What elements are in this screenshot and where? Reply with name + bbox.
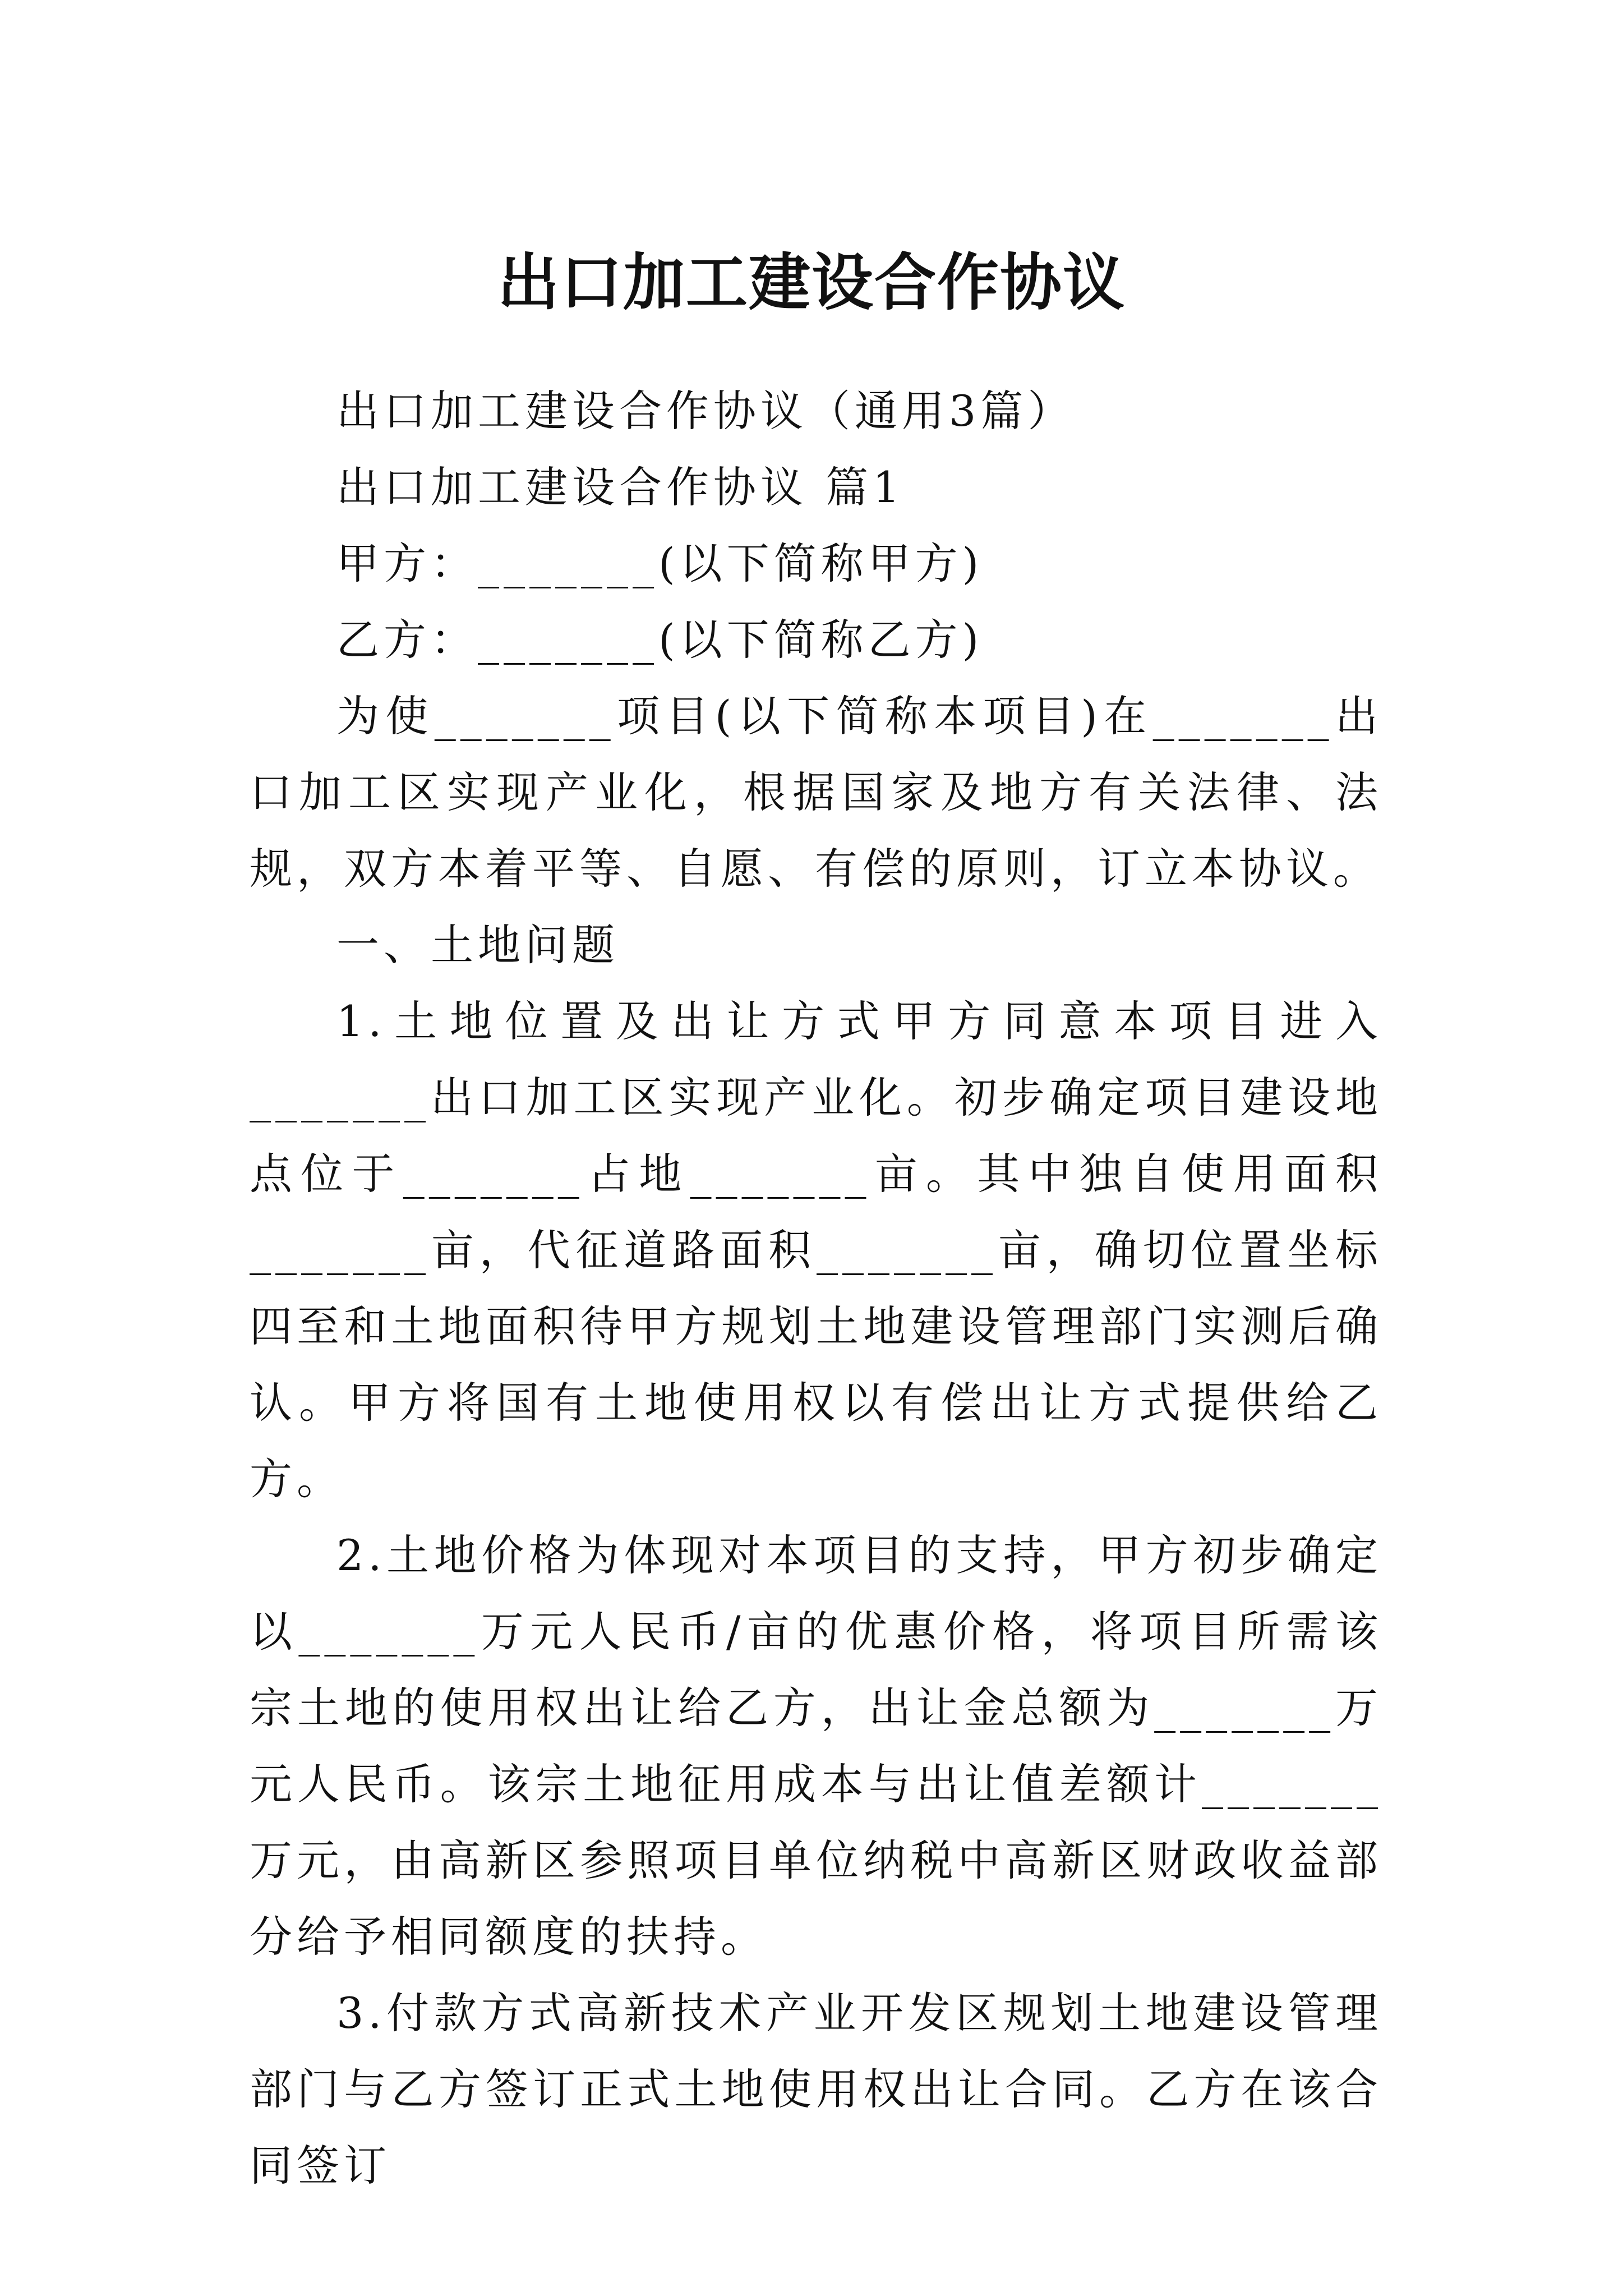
paragraph-preamble: 为使_______项目(以下简称本项目)在_______出口加工区实现产业化，根据国家及地方有关法律、法规，双方本着平等、自愿、有偿的原则，订立本协议。 — [250, 691, 1382, 894]
paragraph-section-heading: 出口加工建设合作协议 篇1 — [336, 462, 905, 512]
paragraph-land-heading: 一、土地问题 — [336, 920, 619, 970]
paragraph-clause-2: 2.土地价格为体现对本项目的支持，甲方初步确定以_______万元人民币/亩的优惠价格，将项目所需该宗土地的使用权出让给乙方，出让金总额为_______万元人民币。该宗土地征用成本与出让值差额计_______万元，由高新区参照项目单位纳税中高新区财政收益部分给予相同额度的扶持。 — [250, 1530, 1382, 1962]
paragraph-subtitle: 出口加工建设合作协议（通用3篇） — [336, 386, 1075, 436]
document-title: 出口加工建设合作协议 — [497, 246, 1126, 319]
paragraph-clause-3: 3.付款方式高新技术产业开发区规划土地建设管理部门与乙方签订正式土地使用权出让合同。乙方在该合同签订 — [250, 1988, 1382, 2191]
paragraph-party-b: 乙方：_______(以下简称乙方) — [336, 615, 984, 665]
document-body — [250, 373, 1382, 2204]
paragraph-clause-1: 1.土地位置及出让方式甲方同意本项目进入_______出口加工区实现产业化。初步确定项目建设地点位于_______占地_______亩。其中独自使用面积_______亩，代征道路面积_______亩，确切位置坐标四至和土地面积待甲方规划土地建设管理部门实测后确认。甲方将国有土地使用权以有偿出让方式提供给乙方。 — [250, 996, 1382, 1504]
paragraph-party-a: 甲方：_______(以下简称甲方) — [336, 539, 984, 588]
